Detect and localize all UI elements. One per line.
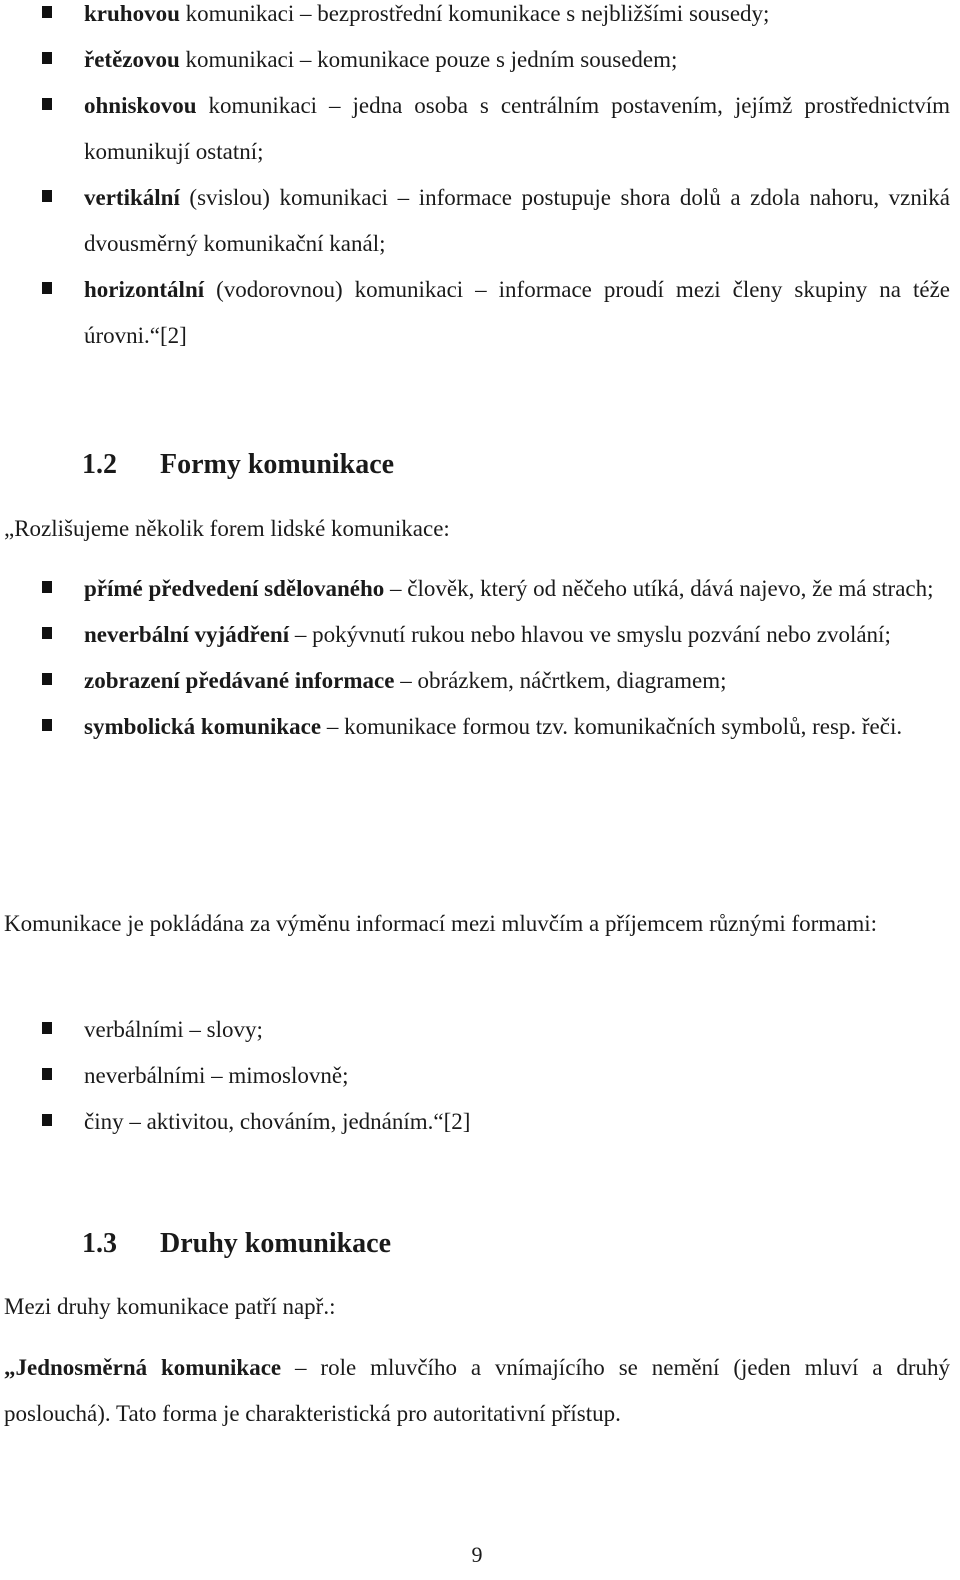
list-item xyxy=(4,704,950,750)
list-item xyxy=(4,37,950,83)
list-item-term: vertikální xyxy=(84,185,180,210)
section-intro: Mezi druhy komunikace patří např.: xyxy=(4,1294,336,1319)
list-item-text: komunikaci – jedna osoba s centrálním postavením, jejímž prostřednictvím komunikují ostatní; xyxy=(84,93,950,164)
list-item-text: – komunikace formou tzv. komunikačních symbolů, resp. řeči. xyxy=(321,714,903,739)
list-item xyxy=(4,1007,950,1053)
square-bullet-icon xyxy=(42,190,52,202)
section-heading xyxy=(82,1224,391,1264)
list-item-text: verbálními – slovy; xyxy=(84,1017,263,1042)
list-item xyxy=(4,658,950,704)
list-item-term: horizontální xyxy=(84,277,205,302)
list-item-text: – obrázkem, náčrtkem, diagramem; xyxy=(394,668,727,693)
list-item-text: komunikaci – komunikace pouze s jedním sousedem; xyxy=(179,47,678,72)
square-bullet-icon xyxy=(42,673,52,685)
square-bullet-icon xyxy=(42,581,52,593)
square-bullet-icon xyxy=(42,627,52,639)
square-bullet-icon xyxy=(42,1022,52,1034)
list-item-term: řetězovou xyxy=(84,47,180,72)
square-bullet-icon xyxy=(42,6,52,18)
section-number: 1.3 xyxy=(82,1228,117,1259)
square-bullet-icon xyxy=(42,98,52,110)
list-item-term: neverbální vyjádření xyxy=(84,622,290,647)
square-bullet-icon xyxy=(42,1068,52,1080)
paragraph xyxy=(4,1345,950,1437)
paragraph: Komunikace je pokládána za výměnu informací mezi mluvčím a příjemcem různými formami: xyxy=(4,911,878,936)
communication-means-list xyxy=(4,1007,950,1145)
section-title: Formy komunikace xyxy=(160,449,395,480)
list-item-term: symbolická komunikace xyxy=(84,714,322,739)
square-bullet-icon xyxy=(42,719,52,731)
section-heading xyxy=(82,445,394,485)
list-item xyxy=(4,612,950,658)
communication-types-list xyxy=(4,0,950,359)
list-item xyxy=(4,566,950,612)
list-item-text: – člověk, který od něčeho utíká, dává najevo, že má strach; xyxy=(384,576,934,601)
list-item-term: kruhovou xyxy=(84,1,180,26)
list-item xyxy=(4,1053,950,1099)
list-item-text: (svislou) komunikaci – informace postupuje shora dolů a zdola nahoru, vzniká dvousměrný komunikační kanál; xyxy=(84,185,950,256)
list-item-text: činy – aktivitou, chováním, jednáním.“[2] xyxy=(84,1109,471,1134)
page-number: 9 xyxy=(471,1542,483,1567)
square-bullet-icon xyxy=(42,282,52,294)
list-item-text: neverbálními – mimoslovně; xyxy=(84,1063,349,1088)
paragraph-text: – role mluvčího a vnímajícího se nemění (jeden mluví a druhý poslouchá). Tato forma je charakteristická pro autoritativní přístup. xyxy=(4,1355,950,1426)
section-intro: „Rozlišujeme několik forem lidské komunikace: xyxy=(4,516,450,541)
list-item-term: přímé předvedení sdělovaného xyxy=(84,576,385,601)
square-bullet-icon xyxy=(42,52,52,64)
document-page xyxy=(4,0,950,1580)
list-item xyxy=(4,83,950,175)
communication-forms-list xyxy=(4,566,950,750)
paragraph-term: „Jednosměrná komunikace xyxy=(4,1355,282,1380)
list-item xyxy=(4,0,950,37)
list-item-text: – pokývnutí rukou nebo hlavou ve smyslu pozvání nebo zvolání; xyxy=(289,622,891,647)
list-item xyxy=(4,267,950,359)
list-item-text: (vodorovnou) komunikaci – informace proudí mezi členy skupiny na téže úrovni.“[2] xyxy=(84,277,950,348)
list-item-term: ohniskovou xyxy=(84,93,197,118)
list-item-text: komunikaci – bezprostřední komunikace s nejbližšími sousedy; xyxy=(179,1,770,26)
square-bullet-icon xyxy=(42,1114,52,1126)
list-item xyxy=(4,1099,950,1145)
section-title: Druhy komunikace xyxy=(160,1228,392,1259)
section-number: 1.2 xyxy=(82,449,117,480)
list-item-term: zobrazení předávané informace xyxy=(84,668,395,693)
list-item xyxy=(4,175,950,267)
